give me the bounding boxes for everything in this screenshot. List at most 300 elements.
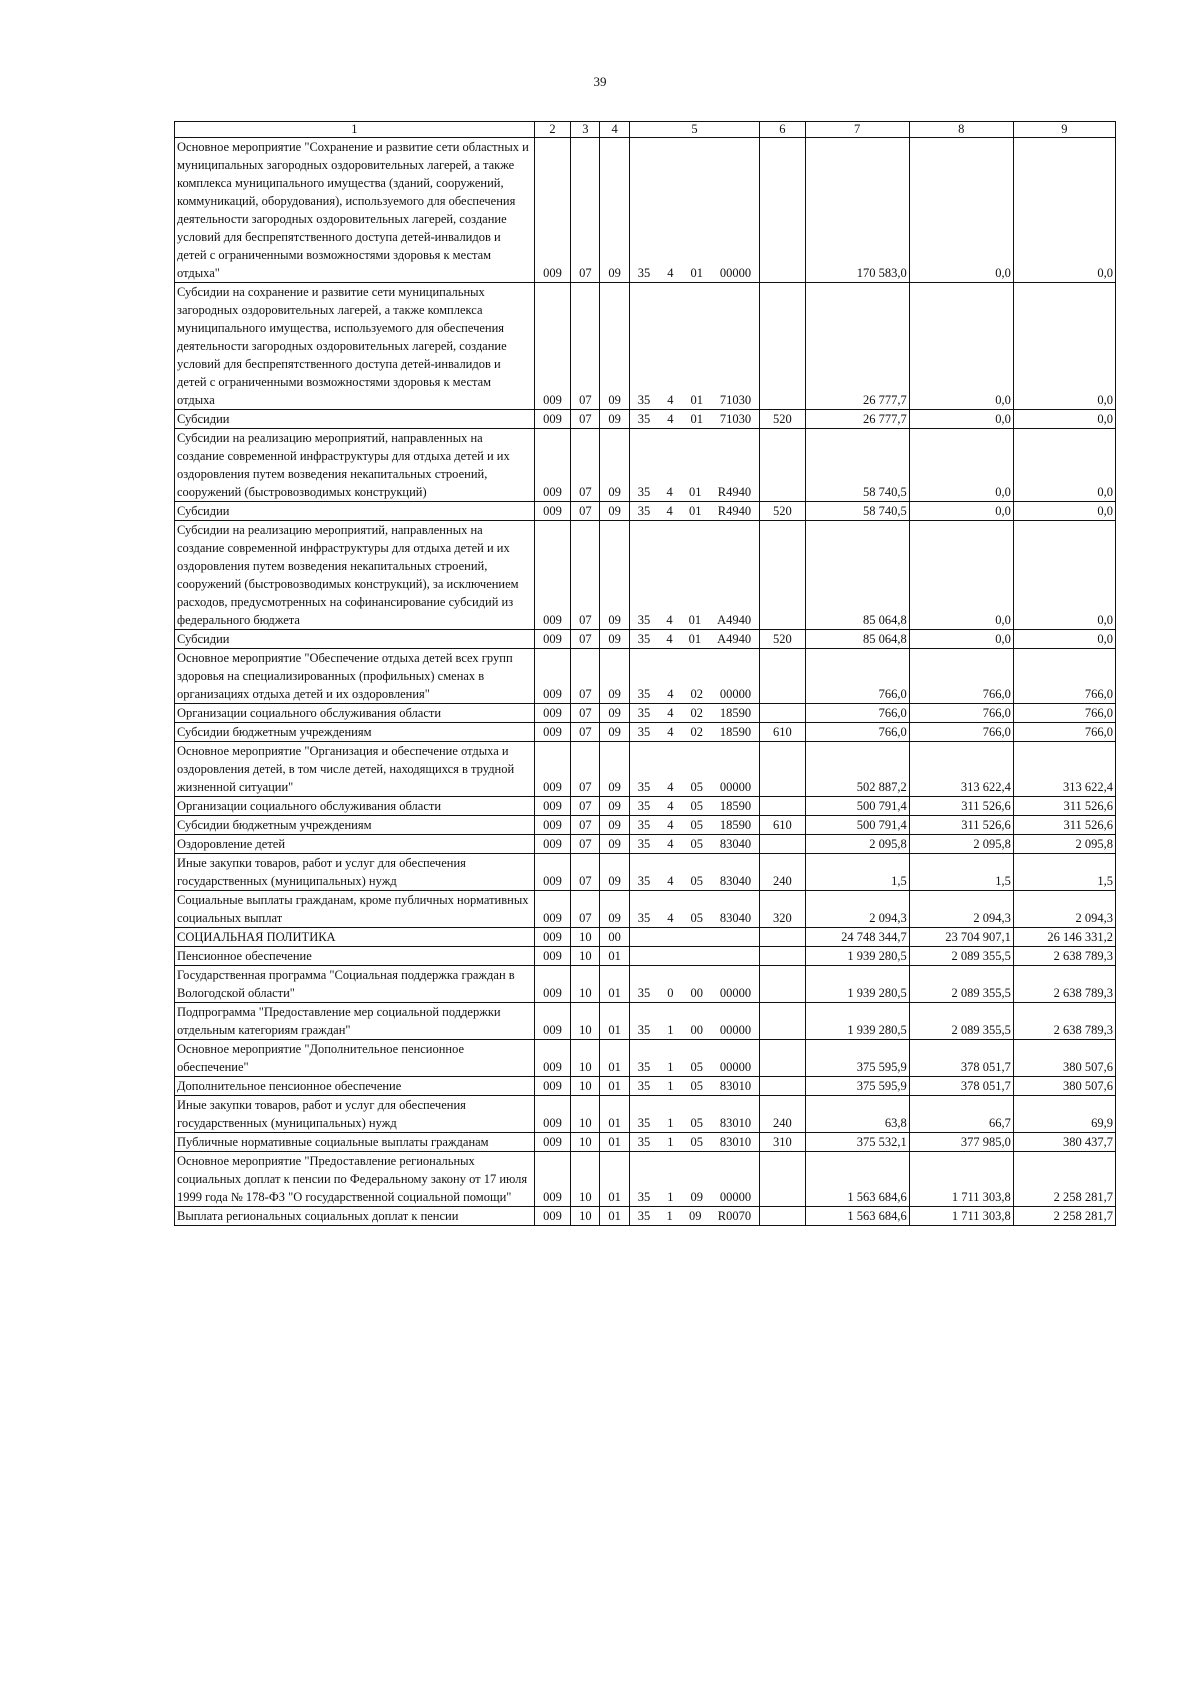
code-part: 02 <box>690 687 703 701</box>
code-part: 05 <box>690 1060 703 1074</box>
cell-amount-year2: 0,0 <box>909 630 1013 649</box>
cell-admin-code: 009 <box>534 410 570 429</box>
table-row <box>175 742 1116 797</box>
cell-amount-year1: 375 532,1 <box>805 1133 909 1152</box>
row-name: Иные закупки товаров, работ и услуг для обеспечения государственных (муниципальных) нужд <box>175 854 535 891</box>
cell-section: 10 <box>571 1207 600 1226</box>
cell-admin-code: 009 <box>534 816 570 835</box>
row-name: Организации социального обслуживания области <box>175 704 535 723</box>
code-part: 35 <box>637 725 651 739</box>
cell-section: 07 <box>571 704 600 723</box>
cell-section: 07 <box>571 649 600 704</box>
cell-amount-year1: 24 748 344,7 <box>805 928 909 947</box>
cell-amount-year3: 313 622,4 <box>1013 742 1115 797</box>
page-number: 39 <box>593 74 607 89</box>
cell-section: 10 <box>571 966 600 1003</box>
cell-amount-year1: 26 777,7 <box>805 283 909 410</box>
cell-amount-year2: 66,7 <box>909 1096 1013 1133</box>
code-part: 4 <box>667 911 674 925</box>
code-part: 0 <box>667 986 674 1000</box>
cell-admin-code: 009 <box>534 1077 570 1096</box>
cell-amount-year3: 2 095,8 <box>1013 835 1115 854</box>
cell-subsection: 09 <box>600 429 629 502</box>
row-name: Субсидии на реализацию мероприятий, направленных на создание современной инфраструктуры для отдыха детей и их оздоровления путем возведения некапитальных строений, сооружений (быстровозводимых конструкций), за исключением расходов, предусмотренных на софинансирование субсидий из федерального бюджета <box>175 521 535 630</box>
cell-admin-code: 009 <box>534 1152 570 1207</box>
code-part: 01 <box>690 266 703 280</box>
cell-expense-type <box>760 1003 805 1040</box>
code-part: 35 <box>637 1209 651 1223</box>
cell-expense-type: 520 <box>760 410 805 429</box>
cell-target-article <box>629 521 759 630</box>
cell-amount-year2: 2 095,8 <box>909 835 1013 854</box>
cell-admin-code: 009 <box>534 723 570 742</box>
cell-expense-type <box>760 835 805 854</box>
code-part: 35 <box>637 266 651 280</box>
cell-admin-code: 009 <box>534 429 570 502</box>
table-body <box>175 138 1116 1226</box>
row-name: Субсидии на сохранение и развитие сети муниципальных загородных оздоровительных лагерей, а также комплекса муниципального имущества, используемого для обеспечения деятельности загородных оздоровительных лагерей, создание условий для беспрепятственного доступа детей-инвалидов и детей с ограниченными возможностями здоровья к местам отдыха <box>175 283 535 410</box>
cell-section: 10 <box>571 1040 600 1077</box>
cell-amount-year3: 2 258 281,7 <box>1013 1207 1115 1226</box>
cell-target-article <box>629 1152 759 1207</box>
code-part: 01 <box>688 613 702 627</box>
cell-admin-code: 009 <box>534 797 570 816</box>
table-row <box>175 649 1116 704</box>
code-part: 71030 <box>719 393 752 407</box>
cell-section: 10 <box>571 1077 600 1096</box>
code-part: 00 <box>690 1023 703 1037</box>
col-header: 9 <box>1013 122 1115 138</box>
cell-amount-year1: 1 563 684,6 <box>805 1207 909 1226</box>
cell-target-article <box>629 1077 759 1096</box>
code-part: 1 <box>667 1116 674 1130</box>
cell-target-article <box>629 429 759 502</box>
table-row <box>175 704 1116 723</box>
cell-admin-code: 009 <box>534 1133 570 1152</box>
code-part: 83010 <box>719 1079 752 1093</box>
cell-amount-year2: 766,0 <box>909 649 1013 704</box>
code-part: 00000 <box>719 1023 752 1037</box>
cell-admin-code: 009 <box>534 1003 570 1040</box>
cell-subsection: 09 <box>600 630 629 649</box>
cell-amount-year2: 23 704 907,1 <box>909 928 1013 947</box>
table-row <box>175 835 1116 854</box>
cell-amount-year1: 375 595,9 <box>805 1040 909 1077</box>
code-part: 18590 <box>719 706 752 720</box>
col-header: 1 <box>175 122 535 138</box>
row-name: СОЦИАЛЬНАЯ ПОЛИТИКА <box>175 928 535 947</box>
code-part: 01 <box>689 485 702 499</box>
cell-admin-code: 009 <box>534 854 570 891</box>
code-part: 00000 <box>719 986 752 1000</box>
code-part: 4 <box>667 706 674 720</box>
cell-amount-year1: 85 064,8 <box>805 521 909 630</box>
cell-expense-type <box>760 704 805 723</box>
code-part: 00000 <box>719 266 752 280</box>
cell-amount-year3: 380 437,7 <box>1013 1133 1115 1152</box>
cell-subsection: 09 <box>600 797 629 816</box>
cell-amount-year2: 377 985,0 <box>909 1133 1013 1152</box>
cell-admin-code: 009 <box>534 1096 570 1133</box>
cell-subsection: 01 <box>600 966 629 1003</box>
cell-expense-type <box>760 797 805 816</box>
code-part: 35 <box>637 874 651 888</box>
code-part: 35 <box>637 911 651 925</box>
code-part: 35 <box>637 504 651 518</box>
cell-subsection: 09 <box>600 704 629 723</box>
cell-amount-year3: 766,0 <box>1013 649 1115 704</box>
cell-subsection: 01 <box>600 1040 629 1077</box>
code-part: 1 <box>666 1209 673 1223</box>
col-header: 3 <box>571 122 600 138</box>
cell-expense-type <box>760 649 805 704</box>
cell-target-article <box>629 947 759 966</box>
code-part: 35 <box>637 799 651 813</box>
cell-subsection: 09 <box>600 742 629 797</box>
cell-target-article <box>629 410 759 429</box>
row-name: Подпрограмма "Предоставление мер социальной поддержки отдельным категориям граждан" <box>175 1003 535 1040</box>
cell-expense-type: 610 <box>760 816 805 835</box>
cell-target-article <box>629 797 759 816</box>
code-part: 35 <box>637 818 651 832</box>
cell-target-article <box>629 502 759 521</box>
cell-expense-type: 310 <box>760 1133 805 1152</box>
cell-target-article <box>629 891 759 928</box>
cell-amount-year3: 0,0 <box>1013 502 1115 521</box>
table-row <box>175 410 1116 429</box>
code-part: 71030 <box>719 412 752 426</box>
cell-amount-year2: 1 711 303,8 <box>909 1207 1013 1226</box>
table-row <box>175 1077 1116 1096</box>
row-name: Организации социального обслуживания области <box>175 797 535 816</box>
cell-amount-year1: 1,5 <box>805 854 909 891</box>
code-part: 35 <box>637 393 651 407</box>
code-part: 00000 <box>719 780 752 794</box>
cell-section: 07 <box>571 797 600 816</box>
table-row <box>175 1152 1116 1207</box>
code-part: 05 <box>690 1135 703 1149</box>
code-part: 35 <box>637 1190 651 1204</box>
cell-amount-year3: 2 638 789,3 <box>1013 1003 1115 1040</box>
table-row <box>175 1207 1116 1226</box>
cell-amount-year3: 0,0 <box>1013 138 1115 283</box>
cell-section: 10 <box>571 947 600 966</box>
cell-amount-year2: 311 526,6 <box>909 816 1013 835</box>
cell-admin-code: 009 <box>534 630 570 649</box>
cell-expense-type <box>760 947 805 966</box>
col-header: 8 <box>909 122 1013 138</box>
cell-amount-year3: 311 526,6 <box>1013 816 1115 835</box>
cell-expense-type <box>760 1040 805 1077</box>
cell-amount-year3: 0,0 <box>1013 283 1115 410</box>
code-part: 83040 <box>719 837 752 851</box>
table-row <box>175 854 1116 891</box>
code-part: 35 <box>637 706 651 720</box>
col-header: 4 <box>600 122 629 138</box>
cell-amount-year3: 0,0 <box>1013 410 1115 429</box>
cell-amount-year1: 170 583,0 <box>805 138 909 283</box>
cell-subsection: 01 <box>600 1003 629 1040</box>
cell-subsection: 09 <box>600 410 629 429</box>
cell-subsection: 01 <box>600 1207 629 1226</box>
cell-target-article <box>629 854 759 891</box>
code-part: 4 <box>667 818 674 832</box>
row-name: Субсидии бюджетным учреждениям <box>175 723 535 742</box>
col-header: 2 <box>534 122 570 138</box>
cell-section: 07 <box>571 521 600 630</box>
cell-amount-year1: 85 064,8 <box>805 630 909 649</box>
cell-amount-year1: 500 791,4 <box>805 797 909 816</box>
code-part: R4940 <box>717 504 752 518</box>
code-part: 35 <box>637 613 651 627</box>
cell-section: 07 <box>571 723 600 742</box>
cell-admin-code: 009 <box>534 704 570 723</box>
cell-amount-year2: 0,0 <box>909 502 1013 521</box>
cell-expense-type <box>760 1152 805 1207</box>
cell-amount-year3: 0,0 <box>1013 521 1115 630</box>
row-name: Основное мероприятие "Предоставление региональных социальных доплат к пенсии по Федеральному закону от 17 июля 1999 года № 178-ФЗ "О государственной социальной помощи" <box>175 1152 535 1207</box>
cell-amount-year2: 311 526,6 <box>909 797 1013 816</box>
code-part: 05 <box>690 837 703 851</box>
cell-amount-year2: 2 089 355,5 <box>909 966 1013 1003</box>
cell-section: 07 <box>571 854 600 891</box>
code-part: 18590 <box>719 799 752 813</box>
code-part: 4 <box>666 504 673 518</box>
row-name: Субсидии бюджетным учреждениям <box>175 816 535 835</box>
code-part: 02 <box>690 725 703 739</box>
cell-amount-year2: 2 089 355,5 <box>909 1003 1013 1040</box>
cell-section: 07 <box>571 630 600 649</box>
code-part: 4 <box>667 725 674 739</box>
cell-amount-year1: 766,0 <box>805 723 909 742</box>
cell-section: 10 <box>571 928 600 947</box>
code-part: 01 <box>690 412 703 426</box>
cell-amount-year3: 766,0 <box>1013 704 1115 723</box>
code-part: 05 <box>690 1116 703 1130</box>
cell-amount-year1: 502 887,2 <box>805 742 909 797</box>
code-part: 01 <box>690 393 703 407</box>
cell-amount-year2: 0,0 <box>909 138 1013 283</box>
cell-amount-year1: 1 939 280,5 <box>805 966 909 1003</box>
cell-amount-year3: 69,9 <box>1013 1096 1115 1133</box>
cell-section: 07 <box>571 502 600 521</box>
code-part: 35 <box>637 687 651 701</box>
code-part: 83040 <box>719 911 752 925</box>
cell-amount-year1: 766,0 <box>805 704 909 723</box>
code-part: 18590 <box>719 725 752 739</box>
cell-target-article <box>629 704 759 723</box>
cell-admin-code: 009 <box>534 1207 570 1226</box>
cell-subsection: 09 <box>600 891 629 928</box>
cell-amount-year3: 1,5 <box>1013 854 1115 891</box>
table-row <box>175 521 1116 630</box>
cell-subsection: 09 <box>600 854 629 891</box>
cell-admin-code: 009 <box>534 1040 570 1077</box>
code-part: R0070 <box>717 1209 752 1223</box>
cell-admin-code: 009 <box>534 835 570 854</box>
cell-amount-year3: 766,0 <box>1013 723 1115 742</box>
code-part: 05 <box>690 1079 703 1093</box>
code-part: 00000 <box>719 1060 752 1074</box>
table-row <box>175 429 1116 502</box>
cell-amount-year2: 0,0 <box>909 429 1013 502</box>
cell-amount-year3: 311 526,6 <box>1013 797 1115 816</box>
cell-amount-year1: 2 094,3 <box>805 891 909 928</box>
cell-expense-type <box>760 138 805 283</box>
cell-target-article <box>629 630 759 649</box>
table-row <box>175 928 1116 947</box>
cell-subsection: 09 <box>600 502 629 521</box>
cell-admin-code: 009 <box>534 502 570 521</box>
cell-target-article <box>629 835 759 854</box>
cell-subsection: 09 <box>600 521 629 630</box>
code-part: 4 <box>666 485 673 499</box>
cell-expense-type <box>760 283 805 410</box>
code-part: A4940 <box>717 613 752 627</box>
col-header: 6 <box>760 122 805 138</box>
cell-target-article <box>629 928 759 947</box>
code-part: 02 <box>690 706 703 720</box>
row-name: Субсидии <box>175 502 535 521</box>
cell-subsection: 09 <box>600 723 629 742</box>
code-part: 35 <box>637 986 651 1000</box>
cell-section: 07 <box>571 835 600 854</box>
table-row <box>175 630 1116 649</box>
cell-subsection: 09 <box>600 138 629 283</box>
cell-expense-type: 320 <box>760 891 805 928</box>
cell-amount-year1: 2 095,8 <box>805 835 909 854</box>
code-part: 09 <box>689 1209 702 1223</box>
budget-table <box>174 121 1116 1226</box>
cell-target-article <box>629 816 759 835</box>
cell-amount-year3: 26 146 331,2 <box>1013 928 1115 947</box>
cell-amount-year3: 0,0 <box>1013 630 1115 649</box>
cell-admin-code: 009 <box>534 891 570 928</box>
code-part: 18590 <box>719 818 752 832</box>
col-header: 7 <box>805 122 909 138</box>
cell-expense-type <box>760 742 805 797</box>
code-part: 1 <box>667 1060 674 1074</box>
code-part: 05 <box>690 799 703 813</box>
cell-amount-year2: 0,0 <box>909 410 1013 429</box>
cell-target-article <box>629 1003 759 1040</box>
cell-target-article <box>629 1207 759 1226</box>
cell-expense-type: 240 <box>760 854 805 891</box>
table-row <box>175 891 1116 928</box>
cell-target-article <box>629 1040 759 1077</box>
cell-admin-code: 009 <box>534 138 570 283</box>
cell-expense-type <box>760 928 805 947</box>
header-row <box>175 122 1116 138</box>
cell-amount-year3: 0,0 <box>1013 429 1115 502</box>
code-part: 4 <box>666 613 673 627</box>
cell-target-article <box>629 649 759 704</box>
cell-expense-type <box>760 1207 805 1226</box>
table-row <box>175 283 1116 410</box>
row-name: Основное мероприятие "Дополнительное пенсионное обеспечение" <box>175 1040 535 1077</box>
code-part: 35 <box>637 1060 651 1074</box>
cell-admin-code: 009 <box>534 649 570 704</box>
code-part: 1 <box>667 1023 674 1037</box>
cell-subsection: 09 <box>600 816 629 835</box>
table-row <box>175 966 1116 1003</box>
cell-subsection: 01 <box>600 1077 629 1096</box>
cell-amount-year1: 766,0 <box>805 649 909 704</box>
row-name: Государственная программа "Социальная поддержка граждан в Вологодской области" <box>175 966 535 1003</box>
code-part: 83040 <box>719 874 752 888</box>
row-name: Оздоровление детей <box>175 835 535 854</box>
code-part: 4 <box>667 837 674 851</box>
code-part: 35 <box>637 1023 651 1037</box>
cell-section: 10 <box>571 1003 600 1040</box>
table-row <box>175 723 1116 742</box>
code-part: 1 <box>667 1190 674 1204</box>
cell-amount-year2: 0,0 <box>909 283 1013 410</box>
cell-admin-code: 009 <box>534 742 570 797</box>
cell-amount-year2: 1 711 303,8 <box>909 1152 1013 1207</box>
code-part: 09 <box>690 1190 703 1204</box>
row-name: Публичные нормативные социальные выплаты гражданам <box>175 1133 535 1152</box>
code-part: 35 <box>637 1135 651 1149</box>
table-row <box>175 1133 1116 1152</box>
cell-amount-year1: 375 595,9 <box>805 1077 909 1096</box>
row-name: Субсидии <box>175 630 535 649</box>
code-part: 05 <box>690 780 703 794</box>
cell-target-article <box>629 1096 759 1133</box>
cell-amount-year1: 58 740,5 <box>805 502 909 521</box>
row-name: Социальные выплаты гражданам, кроме публичных нормативных социальных выплат <box>175 891 535 928</box>
code-part: 35 <box>637 485 651 499</box>
cell-amount-year2: 313 622,4 <box>909 742 1013 797</box>
cell-section: 07 <box>571 429 600 502</box>
cell-subsection: 09 <box>600 649 629 704</box>
cell-amount-year1: 63,8 <box>805 1096 909 1133</box>
cell-amount-year3: 2 638 789,3 <box>1013 966 1115 1003</box>
cell-subsection: 00 <box>600 928 629 947</box>
row-name: Выплата региональных социальных доплат к пенсии <box>175 1207 535 1226</box>
row-name: Субсидии на реализацию мероприятий, направленных на создание современной инфраструктуры для отдыха детей и их оздоровления путем возведения некапитальных строений, сооружений (быстровозводимых конструкций) <box>175 429 535 502</box>
cell-amount-year1: 500 791,4 <box>805 816 909 835</box>
cell-section: 10 <box>571 1096 600 1133</box>
code-part: A4940 <box>717 632 752 646</box>
cell-amount-year2: 0,0 <box>909 521 1013 630</box>
row-name: Основное мероприятие "Организация и обеспечение отдыха и оздоровления детей, в том числе детей, находящихся в трудной жизненной ситуации" <box>175 742 535 797</box>
cell-expense-type: 610 <box>760 723 805 742</box>
cell-expense-type: 240 <box>760 1096 805 1133</box>
row-name: Субсидии <box>175 410 535 429</box>
code-part: 01 <box>689 504 702 518</box>
row-name: Пенсионное обеспечение <box>175 947 535 966</box>
cell-target-article <box>629 1133 759 1152</box>
row-name: Дополнительное пенсионное обеспечение <box>175 1077 535 1096</box>
cell-amount-year2: 2 094,3 <box>909 891 1013 928</box>
cell-amount-year3: 2 258 281,7 <box>1013 1152 1115 1207</box>
code-part: 01 <box>688 632 702 646</box>
code-part: 05 <box>690 818 703 832</box>
table-row <box>175 1040 1116 1077</box>
cell-admin-code: 009 <box>534 947 570 966</box>
code-part: 35 <box>637 632 651 646</box>
cell-amount-year3: 380 507,6 <box>1013 1040 1115 1077</box>
col-header: 5 <box>629 122 759 138</box>
table-row <box>175 1003 1116 1040</box>
code-part: 4 <box>667 874 674 888</box>
cell-amount-year2: 378 051,7 <box>909 1077 1013 1096</box>
cell-expense-type <box>760 1077 805 1096</box>
code-part: R4940 <box>717 485 752 499</box>
cell-subsection: 01 <box>600 1152 629 1207</box>
cell-section: 07 <box>571 138 600 283</box>
